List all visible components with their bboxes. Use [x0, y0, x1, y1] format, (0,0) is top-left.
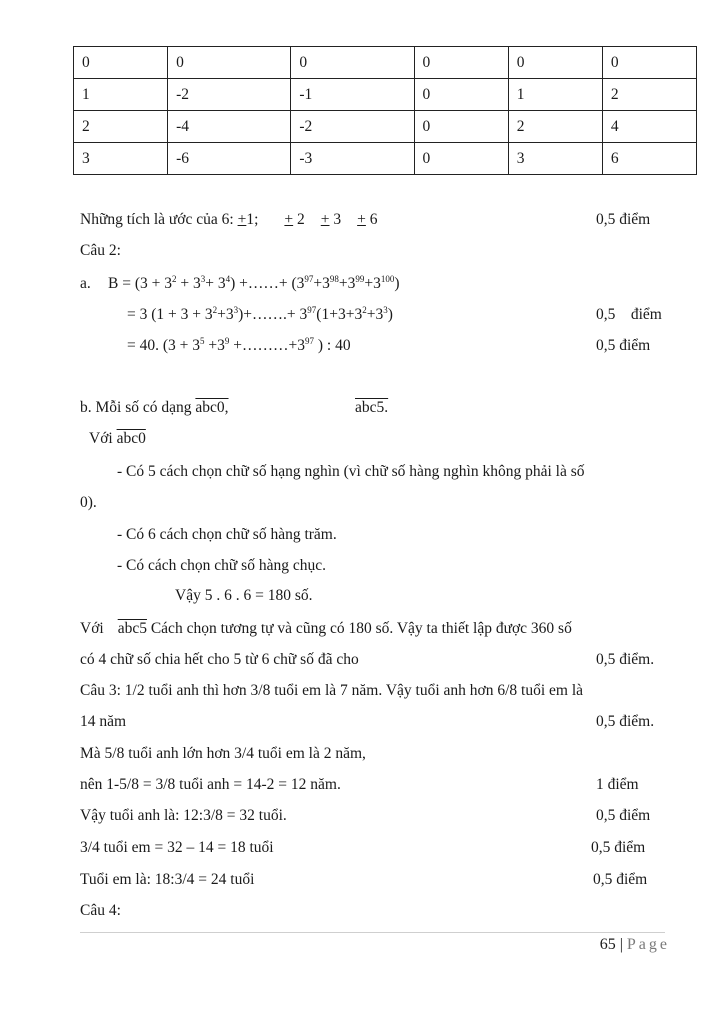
table-cell: -1	[291, 79, 414, 111]
score-label: 0,5 điểm	[596, 306, 662, 323]
table-cell: 0	[74, 47, 168, 79]
count-result: Vậy 5 . 6 . 6 = 180 số.	[175, 587, 313, 604]
table-cell: 3	[74, 143, 168, 175]
score-label: 0,5 điểm	[593, 871, 648, 888]
table-cell: 2	[602, 79, 696, 111]
table-cell: -3	[291, 143, 414, 175]
case-abc0-heading: Với abc0	[89, 430, 146, 447]
footer-divider	[80, 932, 665, 933]
divisor-value: 1;	[246, 211, 259, 228]
table-cell: 0	[602, 47, 696, 79]
value-table	[73, 46, 697, 175]
divisor-value: 6	[365, 211, 378, 228]
table-cell: 0	[414, 111, 508, 143]
table-row	[74, 47, 697, 79]
table-cell: -4	[168, 111, 291, 143]
question-3-line-5: Vậy tuổi anh là: 12:3/8 = 32 tuổi.	[80, 807, 287, 824]
part-b-intro: b. Mỗi số có dạng abc0,	[80, 399, 229, 416]
plus-minus-sign: +	[284, 211, 294, 228]
plus-minus-sign: +	[237, 211, 247, 228]
part-a-equation-3: = 40. ($3 + 3^5 +3^9$ $+\dots\dots\dots+3^{97}$ ) : 40	[127, 336, 351, 354]
table-cell: 0	[414, 79, 508, 111]
table-row	[74, 79, 697, 111]
divisor-value: 3	[329, 211, 342, 228]
part-a-equation-2: = 3 $(1 + 3 + 3^2+3^3)+\dots\dots.+ 3^{97}(1+3+3^2+3^3)$	[127, 305, 393, 323]
table-cell: 6	[602, 143, 696, 175]
number-form-abc5: abc5.	[355, 399, 389, 416]
question-2-heading: Câu 2:	[80, 242, 121, 259]
plus-minus-sign: +	[357, 211, 366, 228]
table-cell: 0	[291, 47, 414, 79]
case-abc5-cont: có 4 chữ số chia hết cho 5 từ 6 chữ số đã cho	[80, 651, 359, 668]
case-abc5-line: Với abc5 Cách chọn tương tự và cũng có 180 số. Vậy ta thiết lập được 360 số	[80, 620, 572, 637]
question-3-line-3: Mà 5/8 tuổi anh lớn hơn 3/4 tuổi em là 2 năm,	[80, 745, 366, 762]
divisors-line	[80, 211, 378, 229]
bullet-tens: - Có cách chọn chữ số hàng chục.	[117, 557, 326, 574]
table-cell: 2	[508, 111, 602, 143]
number-form-abc0: abc0,	[195, 399, 229, 416]
part-a-equation-1: $B = (3 + 3^2 + 3^3+ 3^4)$ +……+ $(3^{97}+3^{98}+3^{99}+3^{100})$	[108, 274, 400, 292]
question-4-heading: Câu 4:	[80, 902, 121, 919]
table-cell: 4	[602, 111, 696, 143]
table-cell: 0	[414, 47, 508, 79]
page-number: 65	[599, 936, 616, 953]
bullet-thousands-cont: 0).	[80, 494, 97, 511]
page-separator: |	[615, 936, 627, 953]
bullet-thousands: - Có 5 cách chọn chữ số hạng nghìn (vì chữ số hàng nghìn không phải là số	[117, 463, 585, 480]
value-table-body	[74, 47, 697, 175]
table-cell: -6	[168, 143, 291, 175]
question-3-line-6: 3/4 tuổi em = 32 – 14 = 18 tuổi	[80, 839, 274, 856]
table-cell: -2	[168, 79, 291, 111]
table-cell: 0	[414, 143, 508, 175]
part-a-label: a.	[80, 275, 91, 292]
table-cell: 2	[74, 111, 168, 143]
score-label: 0,5 điểm	[596, 211, 651, 228]
question-3-line-2: 14 năm	[80, 713, 127, 730]
score-label: 0,5 điểm.	[596, 713, 655, 730]
table-row	[74, 111, 697, 143]
divisor-value: 2	[293, 211, 305, 228]
score-label: 0,5 điểm.	[596, 651, 655, 668]
question-3-line-1: Câu 3: 1/2 tuổi anh thì hơn 3/8 tuổi em là 7 năm. Vậy tuổi anh hơn 6/8 tuổi em là	[80, 682, 584, 699]
page-label: Page	[626, 936, 670, 953]
table-cell: 0	[168, 47, 291, 79]
table-cell: 0	[508, 47, 602, 79]
score-label: 0,5 điểm	[596, 337, 651, 354]
question-3-line-7: Tuổi em là: 18:3/4 = 24 tuổi	[80, 871, 255, 888]
page-footer	[600, 936, 670, 954]
table-cell: 3	[508, 143, 602, 175]
score-label: 1 điểm	[596, 776, 639, 793]
bullet-hundreds: - Có 6 cách chọn chữ số hàng trăm.	[117, 526, 337, 543]
table-row	[74, 143, 697, 175]
table-cell: 1	[74, 79, 168, 111]
question-3-line-4: nên 1-5/8 = 3/8 tuổi anh = 14-2 = 12 năm.	[80, 776, 341, 793]
table-cell: -2	[291, 111, 414, 143]
plus-minus-sign: +	[320, 211, 330, 228]
score-label: 0,5 điểm	[591, 839, 646, 856]
table-cell: 1	[508, 79, 602, 111]
divisors-prefix: Những tích là ước của 6:	[80, 211, 238, 228]
score-label: 0,5 điểm	[596, 807, 651, 824]
